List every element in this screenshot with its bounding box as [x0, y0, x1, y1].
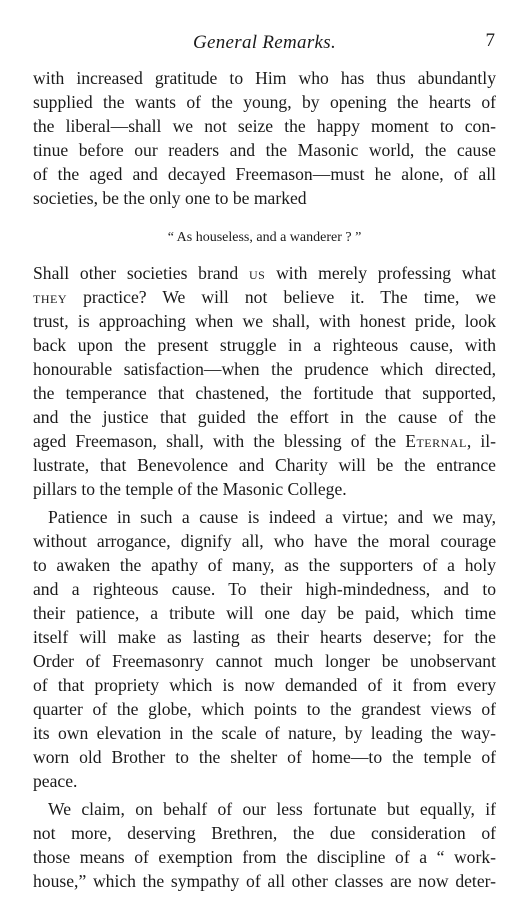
text-line: honourable satisfaction—when the prudence which directed, [33, 359, 496, 379]
text-line: back upon the present struggle in a righteous cause, with [33, 335, 496, 355]
text-line: their patience, a tribute will one day be paid, which time [33, 603, 496, 623]
text-line: tinue before our readers and the Masonic world, the cause [33, 140, 496, 160]
text-line: of that propriety which is now demanded of it from every [33, 675, 496, 695]
text-line: peace. [33, 771, 78, 791]
text-line: quarter of the globe, which points to the grandest views of [33, 699, 496, 719]
text-line: the temperance that chastened, the fortitude that supported, [33, 383, 496, 403]
text-line: Patience in such a cause is indeed a virtue; and we may, [48, 507, 496, 527]
text-line: of the aged and decayed Freemason—must he alone, of all [33, 164, 496, 184]
text-line: its own elevation in the scale of nature, by leading the way- [33, 723, 496, 743]
text-line: itself will make as lasting as their hearts deserve; for the [33, 627, 496, 647]
emphasis-us: us [249, 263, 266, 283]
text-line: trust, is approaching when we shall, with honest pride, look [33, 311, 496, 331]
text-line: aged Freemason, shall, with the blessing of the Eternal, il- [33, 431, 496, 451]
text-line: with increased gratitude to Him who has thus abundantly [33, 68, 496, 88]
text-line: those means of exemption from the discipline of a “ work- [33, 847, 496, 867]
block-quote: “ As houseless, and a wanderer ? ” [167, 230, 362, 245]
text-line: and a righteous cause. To their high-mindedness, and to [33, 579, 496, 599]
text-line: they practice? We will not believe it. The time, we [33, 287, 496, 307]
text-line: lustrate, that Benevolence and Charity will be the entrance [33, 455, 496, 475]
text-line: and the justice that guided the effort in the cause of the [33, 407, 496, 427]
text-line: worn old Brother to the shelter of home—to the temple of [33, 747, 496, 767]
emphasis-they: they [33, 287, 67, 307]
text-line: to awaken the apathy of many, as the supporters of a holy [33, 555, 496, 575]
text-line: the liberal—shall we not seize the happy moment to con- [33, 116, 496, 136]
text-line: supplied the wants of the young, by opening the hearts of [33, 92, 496, 112]
text-line: societies, be the only one to be marked [33, 188, 307, 208]
text-line: pillars to the temple of the Masonic College. [33, 479, 347, 499]
page-header [0, 32, 529, 60]
text-line: without arrogance, dignify all, who have the moral courage [33, 531, 496, 551]
text-line: Shall other societies brand us with merely professing what [33, 263, 496, 283]
running-head: General Remarks. [192, 32, 337, 53]
text-line: Order of Freemasonry cannot much longer be unobservant [33, 651, 496, 671]
page-number: 7 [485, 30, 495, 51]
emphasis-eternal: Eternal [405, 431, 467, 451]
text-line: We claim, on behalf of our less fortunate but equally, if [48, 799, 496, 819]
text-line: house,” which the sympathy of all other classes are now deter- [33, 871, 496, 891]
text-line: not more, deserving Brethren, the due consideration of [33, 823, 496, 843]
